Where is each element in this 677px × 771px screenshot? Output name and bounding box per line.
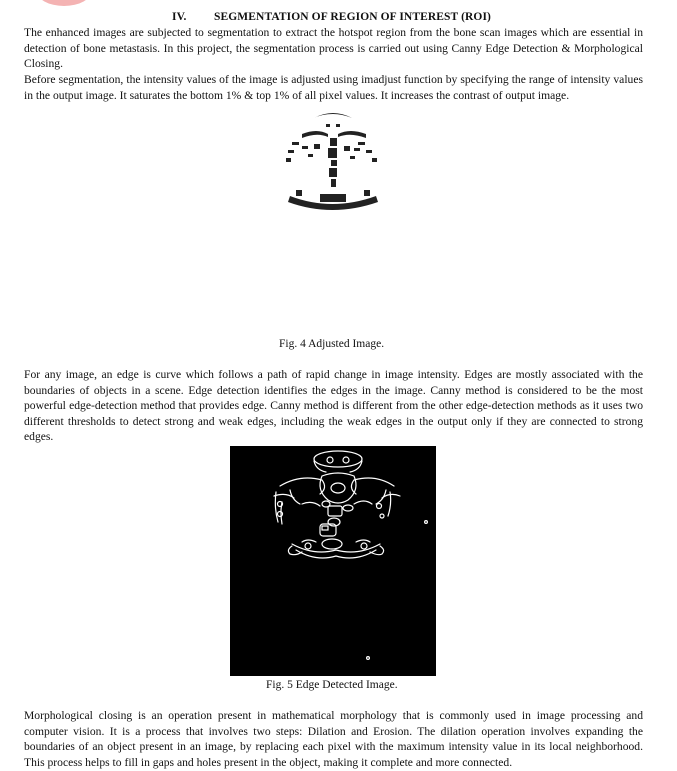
figure-adjusted-image: [262, 108, 404, 220]
paragraph-imadjust: Before segmentation, the intensity values of the image is adjusted using imadjust function by specifying the range of intensity values in the output image. It saturates the bottom 1% & top 1% of all pixel values. It increases the contrast of output image.: [24, 73, 643, 102]
figure-4-caption: Fig. 4 Adjusted Image.: [279, 338, 385, 350]
paragraph-intro: The enhanced images are subjected to segmentation to extract the hotspot region from the bone scan images which are essential in detection of bone metastasis. In this project, the segmentation process is carried out using Canny Edge Detection & Morphological Closing.: [24, 26, 643, 71]
section-title: SEGMENTATION OF REGION OF INTEREST (ROI): [214, 11, 491, 23]
figure-5-caption: Fig. 5 Edge Detected Image.: [266, 679, 398, 691]
figure-edge-detected-image: [230, 446, 436, 676]
section-heading: [172, 10, 491, 26]
corner-logo-fragment: [36, 0, 92, 6]
paragraph-edge-detection: For any image, an edge is curve which follows a path of rapid change in image intensity. Edges are mostly associated with the boundaries of objects in a scene. Edge detection identifies the edges in the image. Canny method is considered to be the most powerful edge-detection method that provides edge. Canny method is different from the other edge-detection methods as it uses two different thresholds to detect strong and weak edges, including the weak edges in the output only if they are connected to strong edges.: [24, 368, 643, 444]
paragraph-morphological-closing: Morphological closing is an operation present in mathematical morphology that is commonly used in image processing and computer vision. It is a process that involves two steps: Dilation and Erosion. The dilation operation involves expanding the boundaries of an object present in an image, by replacing each pixel with the maximum intensity value in its local neighborhood. This process helps to fill in gaps and holes present in the object, making it complete and more connected.: [24, 709, 643, 769]
section-number: IV.: [172, 11, 187, 23]
